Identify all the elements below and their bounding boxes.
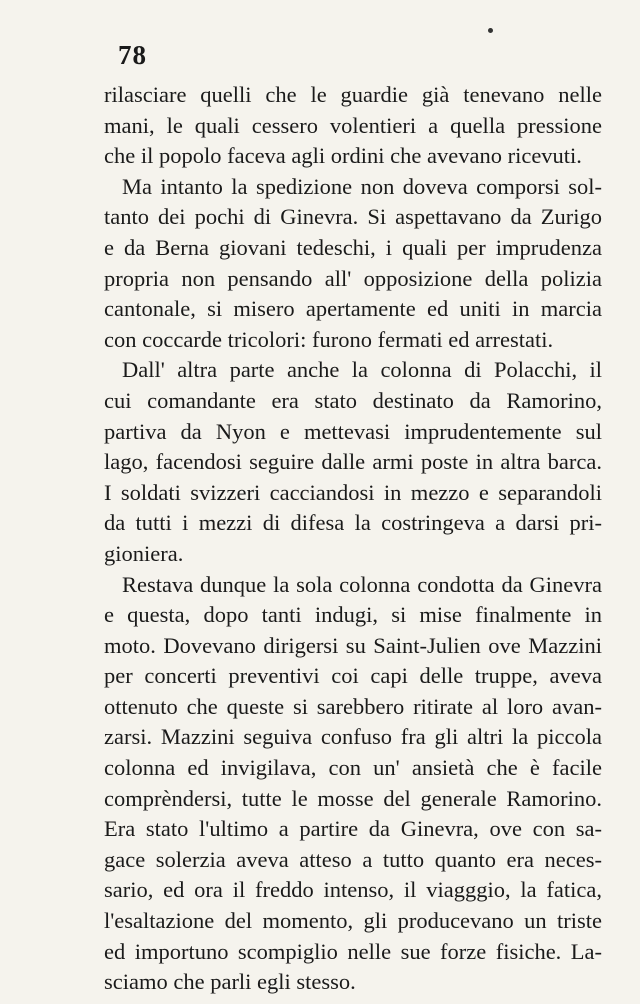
text-line: Era stato l'ultimo a partire da Ginevra, ove con sa- — [104, 816, 602, 842]
text-line: con coccarde tricolori: furono fermati ed arrestati. — [104, 326, 554, 352]
text-line: zarsi. Mazzini seguiva confuso fra gli altri la piccola — [104, 724, 602, 750]
text-line: rilasciare quelli che le guardie già tenevano nelle — [104, 82, 602, 107]
text-line: partiva da Nyon e mettevasi imprudentemente sul — [104, 418, 602, 444]
ink-speck — [488, 28, 493, 33]
text-line: lago, facendosi seguire dalle armi poste in altra barca. — [104, 449, 602, 475]
text-line: ottenuto che queste si sarebbero ritirate al loro avan- — [104, 693, 602, 719]
text-line: gioniera. — [104, 540, 184, 566]
body-text — [104, 80, 602, 998]
text-line: mani, le quali cessero volentieri a quella pressione — [104, 112, 602, 138]
text-line: che il popolo faceva agli ordini che avevano ricevuti. — [104, 143, 582, 169]
text-line: ed importuno scompiglio nelle sue forze fisiche. La- — [104, 938, 602, 964]
text-line: sciamo che parli egli stesso. — [104, 969, 356, 995]
text-line: e questa, dopo tanti indugi, si mise finalmente in — [104, 602, 602, 628]
text-line: Dall' altra parte anche la colonna di Polacchi, il — [122, 357, 602, 383]
text-line: Ma intanto la spedizione non doveva comporsi sol- — [122, 173, 602, 199]
text-line: da tutti i mezzi di difesa la costringeva a darsi pri- — [104, 510, 602, 536]
text-line: Restava dunque la sola colonna condotta da Ginevra — [122, 571, 602, 597]
text-line: propria non pensando all' opposizione della polizia — [104, 265, 602, 291]
text-line: sario, ed ora il freddo intenso, il viagggio, la fatica, — [104, 877, 602, 903]
text-line: colonna ed invigilava, con un' ansietà che è facile — [104, 755, 602, 781]
text-line: l'esaltazione del momento, gli producevano un triste — [104, 908, 602, 934]
page-number: 78 — [118, 40, 147, 70]
text-line: moto. Dovevano dirigersi su Saint-Julien ove Mazzini — [104, 632, 602, 658]
text-line: I soldati svizzeri cacciandosi in mezzo e separandoli — [104, 479, 602, 505]
text-line: e da Berna giovani tedeschi, i quali per imprudenza — [104, 234, 602, 260]
text-line: comprèndersi, tutte le mosse del generale Ramorino. — [104, 785, 602, 811]
text-line: tanto dei pochi di Ginevra. Si aspettavano da Zurigo — [104, 204, 602, 230]
text-line: cantonale, si misero apertamente ed uniti in marcia — [104, 296, 602, 322]
text-line: per concerti preventivi coi capi delle truppe, aveva — [104, 663, 602, 689]
text-line: cui comandante era stato destinato da Ramorino, — [104, 387, 602, 413]
text-line: gace solerzia aveva atteso a tutto quanto era neces- — [104, 846, 602, 872]
